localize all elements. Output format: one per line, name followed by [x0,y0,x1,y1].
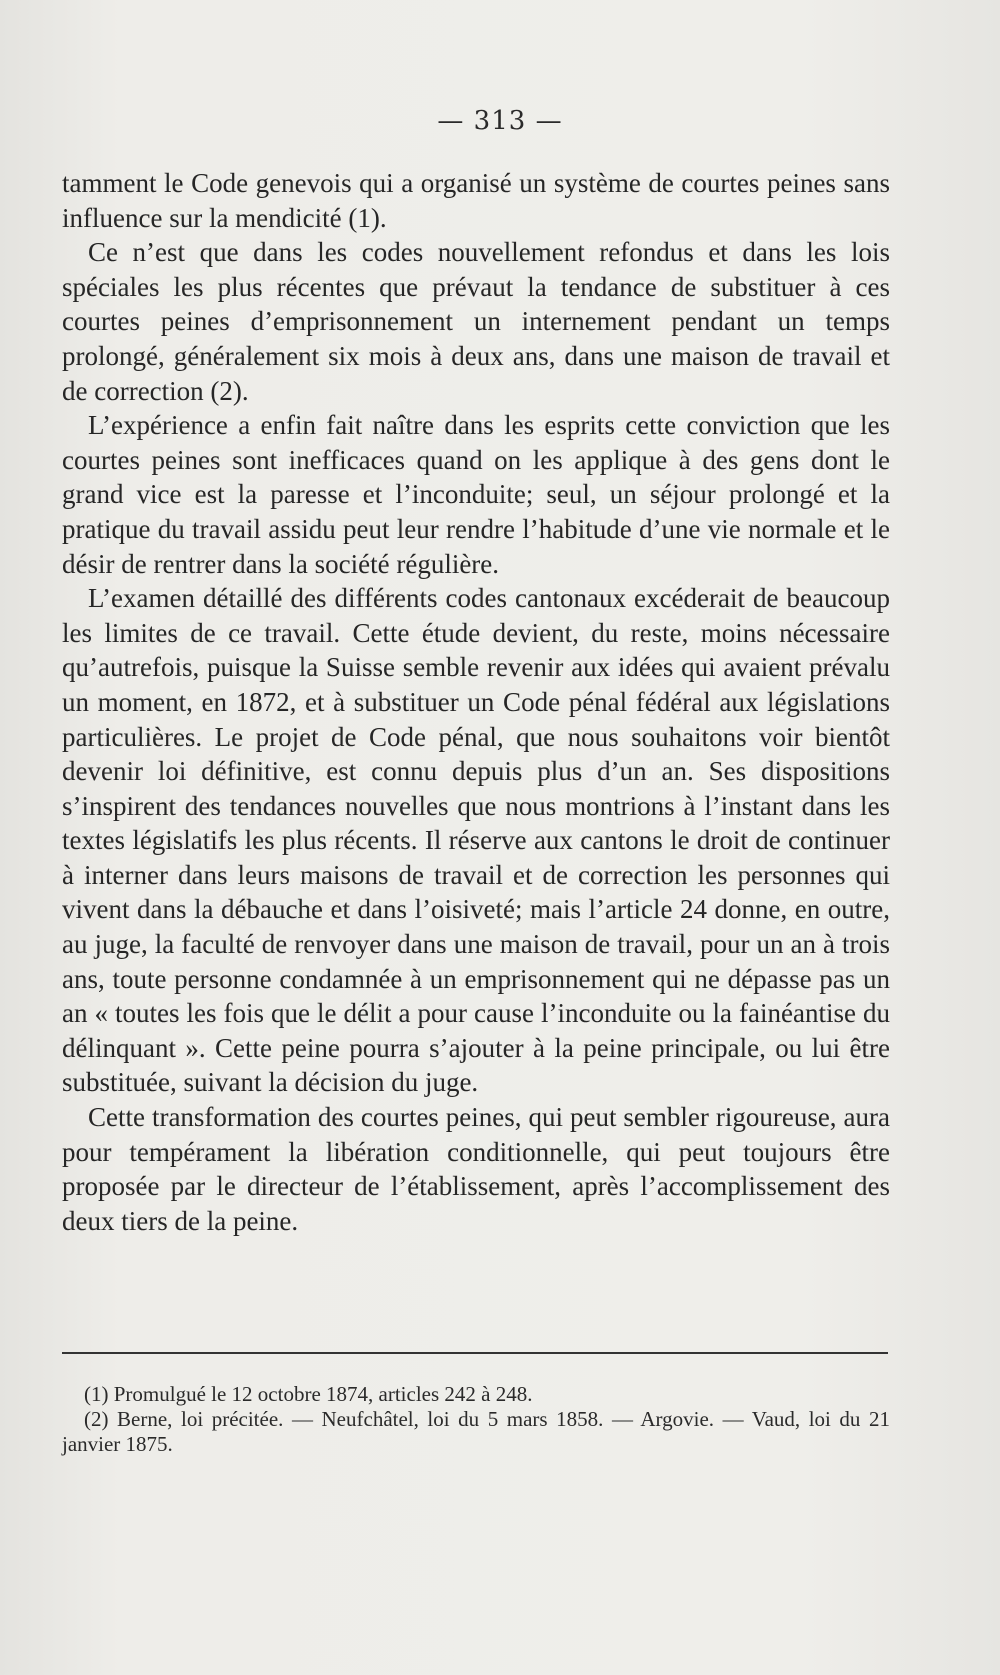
footnotes [62,1382,890,1457]
paragraph: L’expérience a enfin fait naître dans les esprits cette conviction que les courtes peines sont inefficaces quand on les applique à des gens dont le grand vice est la paresse et l’inconduite; seul, un séjour prolongé et la pratique du travail assidu peut leur rendre l’habitude d’une vie normale et le désir de rentrer dans la société régulière. [62,410,890,579]
paragraph: Ce n’est que dans les codes nouvellement refondus et dans les lois spéciales les plus récentes que prévaut la tendance de substituer à ces courtes peines d’emprisonnement un internement pendant un temps prolongé, généralement six mois à deux ans, dans une maison de travail et de correction (2). [62,237,890,406]
body-text [62,166,890,1238]
footnote-divider [62,1352,888,1354]
paragraph: Cette transformation des courtes peines, qui peut sembler rigoureuse, aura pour tempérament la libération conditionnelle, qui peut toujours être proposée par le directeur de l’établissement, après l’accomplissement des deux tiers de la peine. [62,1102,890,1236]
footnote: (2) Berne, loi précitée. — Neufchâtel, loi du 5 mars 1858. — Argovie. — Vaud, loi du 21 janvier 1875. [62,1407,890,1456]
page-number: — 313 — [437,106,563,136]
paragraph: tamment le Code genevois qui a organisé un système de courtes peines sans influence sur la mendicité (1). [62,168,890,233]
paragraph: L’examen détaillé des différents codes cantonaux excéderait de beaucoup les limites de ce travail. Cette étude devient, du reste, moins nécessaire qu’autrefois, puisque la Suisse semble revenir aux idées qui avaient prévalu un moment, en 1872, et à substituer un Code pénal fédéral aux législations particulières. Le projet de Code pénal, que nous souhaitons voir bientôt devenir loi définitive, est connu depuis plus d’un an. Ses dispositions s’inspirent des tendances nouvelles que nous montrions à l’instant dans les textes législatifs les plus récents. Il réserve aux cantons le droit de continuer à interner dans leurs maisons de travail et de correction les personnes qui vivent dans la débauche et dans l’oisiveté; mais l’article 24 donne, en outre, au juge, la faculté de renvoyer dans une maison de travail, pour un an à trois ans, toute personne condamnée à un emprisonnement qui ne dépasse pas un an « toutes les fois que le délit a pour cause l’inconduite ou la fainéantise du délinquant ». Cette peine pourra s’ajouter à la peine principale, ou lui être substituée, suivant la décision du juge. [62,583,890,1098]
footnote: (1) Promulgué le 12 octobre 1874, articles 242 à 248. [84,1382,533,1406]
